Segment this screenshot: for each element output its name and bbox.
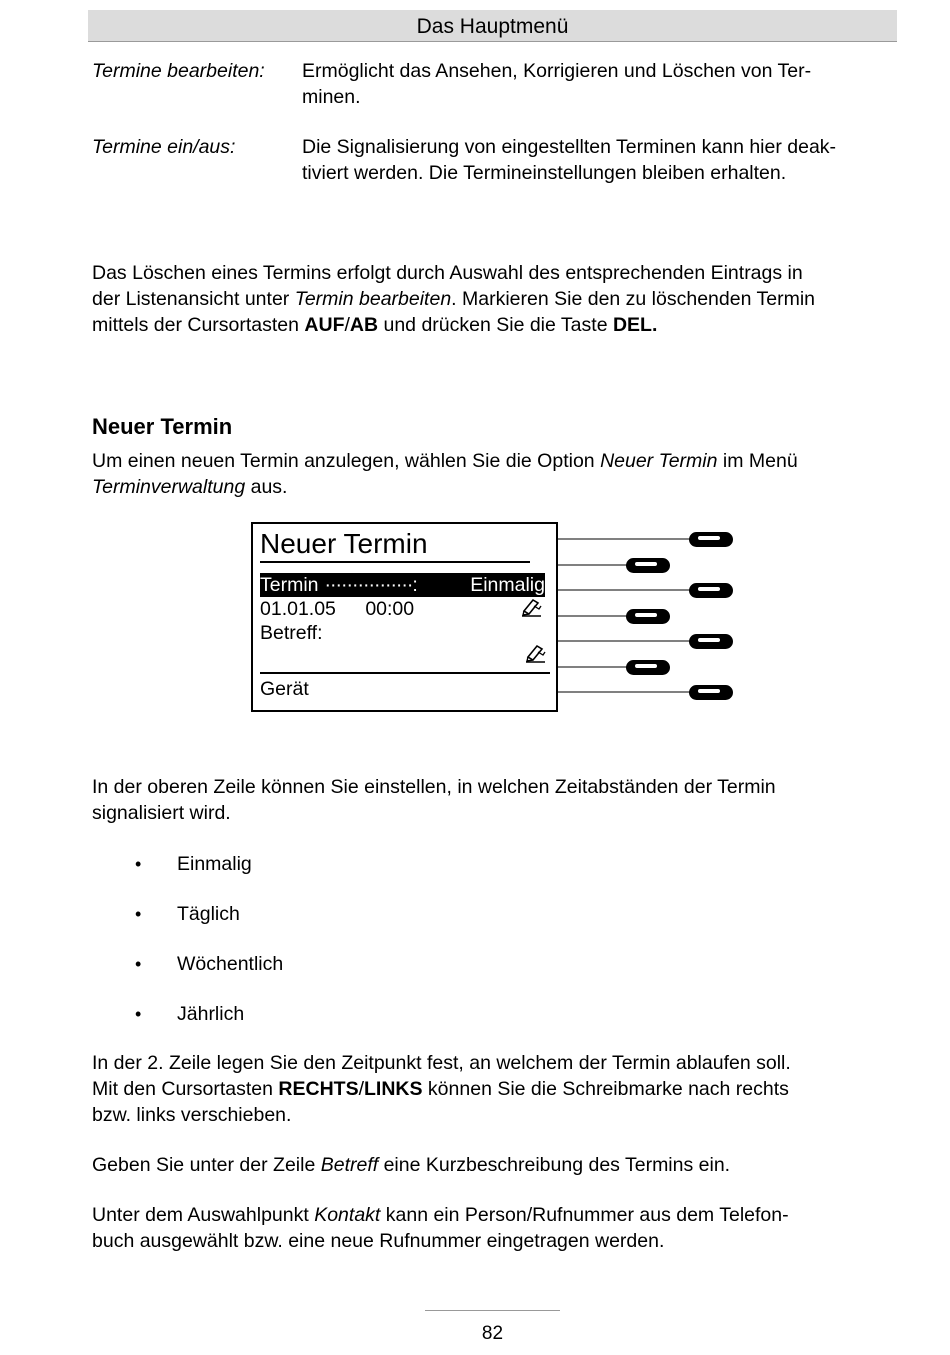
- definition-desc-line: Ermöglicht das Ansehen, Korrigieren und Löschen von Ter-: [302, 60, 812, 82]
- footer-divider: [425, 1310, 560, 1311]
- paragraph-line: Das Löschen eines Termins erfolgt durch Auswahl des entsprechenden Eintrags in: [92, 262, 803, 284]
- paragraph-line: In der oberen Zeile können Sie einstellen, in welchen Zeitabständen der Termin: [92, 776, 776, 798]
- definition-desc-line: tiviert werden. Die Termineinstellungen bleiben erhalten.: [302, 162, 787, 184]
- bullet-icon: •: [135, 904, 142, 924]
- list-item: [92, 851, 492, 877]
- pen-edit-icon[interactable]: [521, 597, 543, 617]
- list-item-label: Jährlich: [177, 1003, 245, 1025]
- subject-paragraph: [92, 1152, 902, 1178]
- softkey-button-5[interactable]: [689, 634, 733, 649]
- display-row-datetime[interactable]: [260, 597, 545, 621]
- interval-paragraph: [92, 774, 902, 826]
- list-item: [92, 1001, 492, 1027]
- display-row-betreff[interactable]: [260, 621, 545, 645]
- softkey-button-2[interactable]: [626, 558, 670, 573]
- definition-desc-line: minen.: [302, 86, 361, 108]
- definition-term: Termine ein/aus:: [92, 136, 236, 158]
- list-item: [92, 951, 492, 977]
- list-item-label: Einmalig: [177, 853, 252, 875]
- pen-edit-icon[interactable]: [525, 643, 547, 663]
- bullet-icon: •: [135, 954, 142, 974]
- contact-paragraph: [92, 1202, 902, 1254]
- termin-leader-dots: ················:: [324, 574, 417, 596]
- softkey-button-3[interactable]: [689, 583, 733, 598]
- termin-label: Termin: [260, 574, 319, 596]
- geraet-label: Gerät: [260, 678, 309, 700]
- list-item-label: Täglich: [177, 903, 240, 925]
- page-number: 82: [481, 1323, 504, 1344]
- bullet-icon: •: [135, 1004, 142, 1024]
- paragraph-line: Geben Sie unter der Zeile Betreff eine Kurzbeschreibung des Termins ein.: [92, 1154, 731, 1176]
- display-divider: [260, 672, 550, 674]
- display-title-divider: [260, 561, 530, 563]
- phone-display: [251, 522, 558, 712]
- section-title: Neuer Termin: [92, 414, 233, 439]
- date-value: 01.01.05: [260, 598, 336, 620]
- display-row-termin[interactable]: [260, 573, 545, 597]
- definition-desc-line: Die Signalisierung von eingestellten Terminen kann hier deak-: [302, 136, 837, 158]
- softkey-button-6[interactable]: [626, 660, 670, 675]
- termin-value: Einmalig: [470, 574, 545, 596]
- list-item-label: Wöchentlich: [177, 953, 284, 975]
- paragraph-line: bzw. links verschieben.: [92, 1104, 292, 1126]
- paragraph-line: Unter dem Auswahlpunkt Kontakt kann ein Person/Rufnummer aus dem Telefon-: [92, 1204, 789, 1226]
- softkey-button-7[interactable]: [689, 685, 733, 700]
- paragraph-line: Mit den Cursortasten RECHTS/LINKS können Sie die Schreibmarke nach rechts: [92, 1078, 789, 1100]
- time-paragraph: [92, 1050, 902, 1128]
- betreff-label: Betreff:: [260, 622, 323, 644]
- header-title: Das Hauptmenü: [416, 15, 569, 38]
- paragraph-line: In der 2. Zeile legen Sie den Zeitpunkt fest, an welchem der Termin ablaufen soll.: [92, 1052, 791, 1074]
- bullet-icon: •: [135, 854, 142, 874]
- paragraph-line: signalisiert wird.: [92, 802, 231, 824]
- softkey-button-4[interactable]: [626, 609, 670, 624]
- softkey-button-1[interactable]: [689, 532, 733, 547]
- display-title: Neuer Termin: [260, 528, 428, 559]
- paragraph-line: Terminverwaltung aus.: [92, 476, 288, 498]
- paragraph-line: der Listenansicht unter Termin bearbeiten. Markieren Sie den zu löschenden Termin: [92, 288, 816, 310]
- list-item: [92, 901, 492, 927]
- display-row-geraet[interactable]: [260, 677, 545, 701]
- paragraph-line: Um einen neuen Termin anzulegen, wählen Sie die Option Neuer Termin im Menü: [92, 450, 798, 472]
- paragraph-line: buch ausgewählt bzw. eine neue Rufnummer eingetragen werden.: [92, 1230, 665, 1252]
- time-value: 00:00: [365, 598, 415, 620]
- paragraph-line: mittels der Cursortasten AUF/AB und drücken Sie die Taste DEL.: [92, 314, 658, 336]
- definition-term: Termine bearbeiten:: [92, 60, 265, 82]
